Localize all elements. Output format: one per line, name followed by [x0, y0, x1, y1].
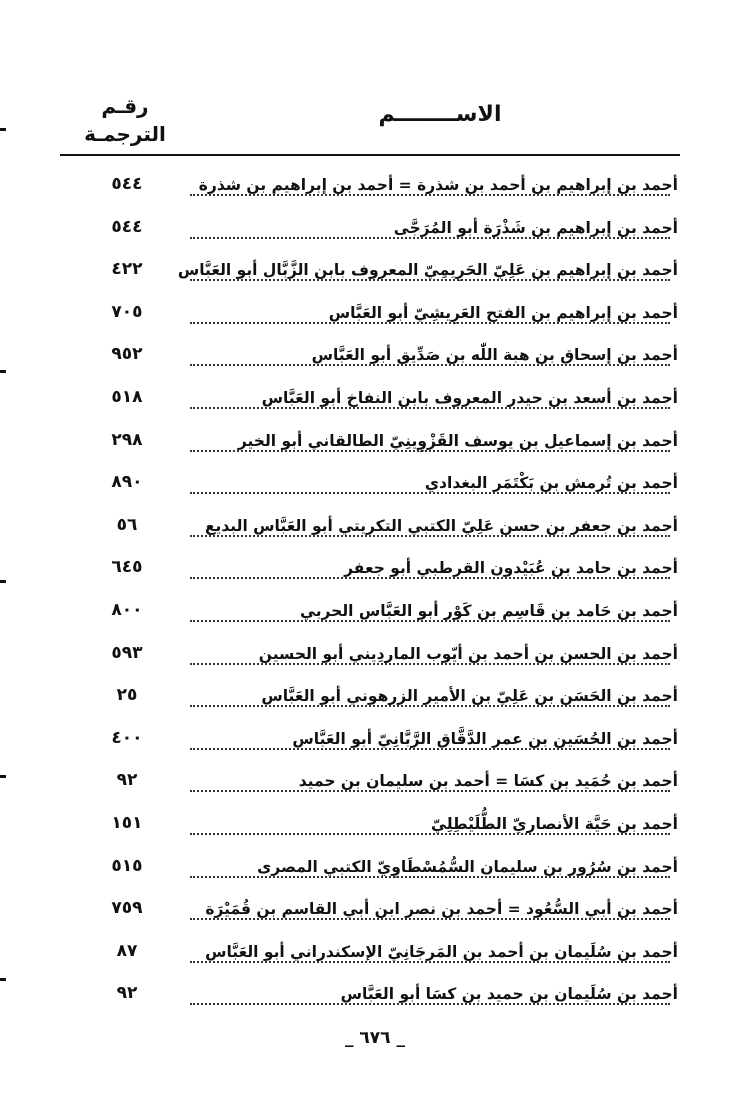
index-entry [0, 594, 750, 637]
margin-mark [0, 128, 6, 131]
entry-number: ٨٧ [116, 940, 138, 961]
entry-number: ٧٥٩ [111, 898, 143, 919]
index-entry [0, 381, 750, 424]
index-entry [0, 764, 750, 807]
index-entry [0, 551, 750, 594]
header-rule [60, 154, 680, 156]
entry-name: أحمد بن جعفر بن حسن عَلِيّ الكتبي التكريتي أبو العَبَّاس البديع [197, 517, 678, 535]
index-entry [0, 338, 750, 381]
index-entry [0, 253, 750, 296]
entry-number: ٨٩٠ [111, 472, 143, 493]
entry-number: ٥٩٣ [111, 642, 143, 663]
name-column-header: الاســــــــم [378, 102, 502, 127]
entry-name: أحمد بن إبراهيم بن عَلِيّ الحَرِيمِيّ المعروف بابن الزَّبَّال أبو العَبَّاس [177, 261, 678, 280]
entry-number: ٩٢ [116, 770, 138, 791]
index-entry [0, 211, 750, 254]
entry-name: أحمد بن تُرمش بن بَكْتَمَر البغدادي [417, 474, 678, 492]
entry-name: أحمد بن سُلَيمان بن حميد بن كسَا أبو العَبَّاس [333, 985, 678, 1003]
entry-number: ٧٠٥ [111, 301, 143, 322]
entry-name: أحمد بن إبراهيم بن أحمد بن شذرة = أحمد بن إبراهيم بن شذرة [191, 176, 678, 194]
entry-name: أحمد بن الحُسَين بن عمر الدَّقَّاق الرَّبَّانِيّ أبو العَبَّاس [284, 730, 678, 748]
entry-name: أحمد بن أبي السُّعُود = أحمد بن نصر ابن أبي القاسم بن قُمَيْرَة [197, 900, 678, 918]
entry-name: أحمد بن سُلَيمان بن أحمد بن المَرجَانِيّ الإسكندراني أبو العَبَّاس [197, 943, 678, 961]
entry-name: أحمد بن إبراهيم بن شَذْرَة أبو المُرَجَّى [386, 219, 678, 237]
number-header-line2: الترجمـة [84, 122, 166, 146]
index-list [0, 168, 750, 1020]
entry-name: أحمد بن إسحاق بن هبة اللّٰه بن صَدِّيق أبو العَبَّاس [304, 346, 678, 364]
index-entry [0, 296, 750, 339]
index-entry [0, 807, 750, 850]
index-entry [0, 892, 750, 935]
index-entry [0, 509, 750, 552]
index-entry [0, 935, 750, 978]
entry-name: أحمد بن الحسن بن أحمد بن أيّوب الماردِيني أبو الحسين [251, 645, 678, 663]
entry-number: ٥٤٤ [111, 216, 143, 237]
margin-mark [0, 775, 6, 778]
entry-number: ٤٢٢ [111, 259, 143, 280]
entry-number: ٥٤٤ [111, 174, 143, 194]
index-entry [0, 679, 750, 722]
entry-name: أحمد بن أسعد بن حيدر المعروف بابن النفاخ أبو العَبَّاس [254, 389, 678, 407]
margin-mark [0, 370, 6, 373]
entry-number: ٥٦ [116, 514, 138, 535]
entry-name: أحمد بن الحَسَن بن عَلِيّ بن الأمير الزرهوني أبو العَبَّاس [253, 687, 678, 705]
index-entry [0, 424, 750, 467]
entry-name: أحمد بن إبراهيم بن الفتح العَرِيشِيّ أبو العَبَّاس [321, 304, 678, 322]
page-number: _ ٦٧٦ _ [345, 1028, 405, 1048]
index-entry [0, 168, 750, 211]
entry-name: أحمد بن حَيَّة الأنصاريّ الطُّلَيْطِلِيّ [423, 815, 678, 833]
entry-number: ٦٤٥ [111, 557, 143, 578]
entry-name: أحمد بن إسماعيل بن يوسف القَزْوِينِيّ الطالقاني أبو الخير [230, 432, 678, 450]
entry-number: ٩٢ [116, 983, 138, 1004]
entry-number: ٢٩٨ [111, 429, 143, 450]
entry-number: ٥١٨ [111, 386, 143, 407]
index-entry [0, 466, 750, 509]
entry-number: ٥١٥ [111, 855, 143, 876]
entry-name: أحمد بن حُمَيد بن كسَا = أحمد بن سليمان بن حميد [291, 772, 678, 790]
entry-number: ٤٠٠ [111, 727, 143, 748]
index-entry [0, 637, 750, 680]
index-entry [0, 722, 750, 765]
number-column-header [60, 92, 190, 148]
index-entry [0, 977, 750, 1020]
entry-number: ٢٥ [116, 685, 138, 706]
index-entry [0, 850, 750, 893]
entry-number: ١٥١ [111, 812, 143, 833]
entry-number: ٩٥٢ [111, 344, 143, 365]
entry-number: ٨٠٠ [111, 599, 143, 620]
entry-name: أحمد بن حَامد بن قَاسِم بن كَوْر أبو العَبَّاس الحربي [292, 602, 678, 620]
margin-mark [0, 978, 6, 981]
number-header-line1: رقـم [101, 94, 149, 118]
margin-mark [0, 580, 6, 583]
entry-name: أحمد بن سُرُور بن سليمان السُّمُسْطَاوِيّ الكتبي المصرى [249, 858, 678, 876]
entry-name: أحمد بن حامد بن عُبَيْدون القرطبي أبو جعفر [336, 559, 678, 577]
